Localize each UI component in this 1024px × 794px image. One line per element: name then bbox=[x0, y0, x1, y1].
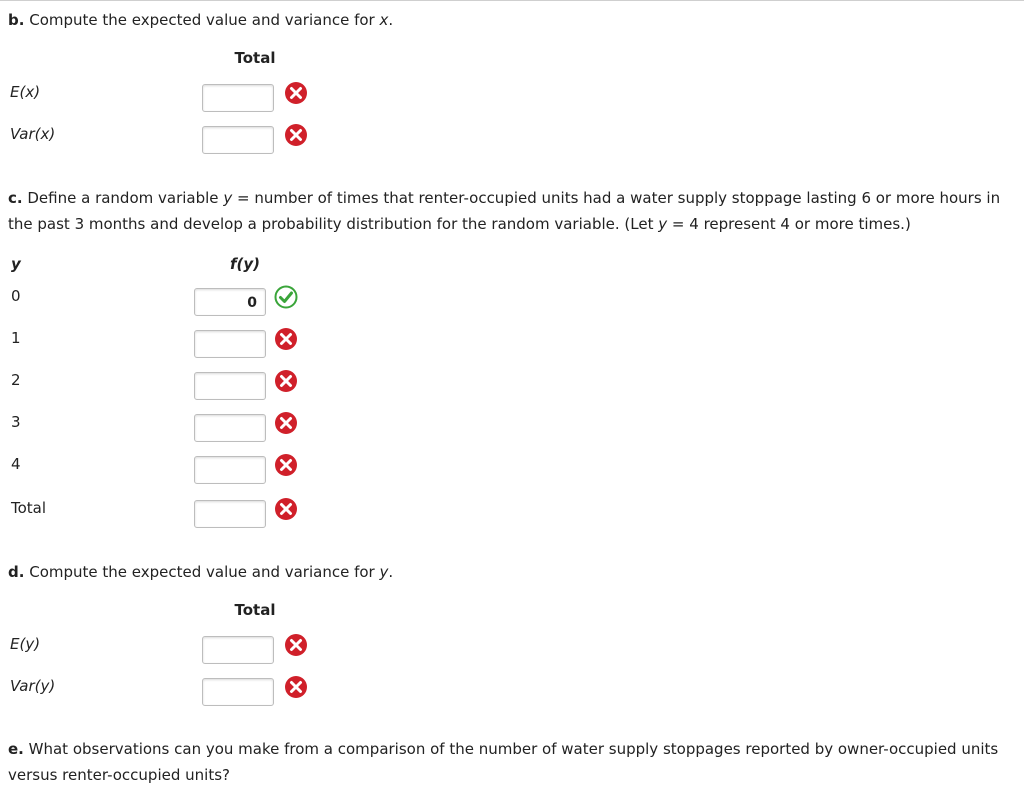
question-punct: . bbox=[388, 11, 394, 29]
question-letter: e. bbox=[8, 740, 24, 758]
question-letter: d. bbox=[8, 563, 25, 581]
x-circle-icon bbox=[284, 633, 308, 657]
top-divider bbox=[0, 0, 1024, 1]
row-label-ex: E(x) bbox=[10, 83, 41, 101]
ex-input[interactable] bbox=[202, 84, 274, 112]
x-circle-icon bbox=[274, 497, 298, 521]
question-text: = 4 represent 4 or more times.) bbox=[671, 215, 911, 233]
question-b bbox=[8, 7, 1018, 33]
column-header-y: y bbox=[11, 255, 21, 273]
question-letter: b. bbox=[8, 11, 25, 29]
question-letter: c. bbox=[8, 189, 23, 207]
column-header-total: Total bbox=[234, 49, 276, 67]
x-circle-icon bbox=[284, 123, 308, 147]
question-text: What observations can you make from a comparison of the number of water supply stoppages reported by owner-occupied units versus renter-occupied units? bbox=[8, 740, 999, 784]
question-c bbox=[8, 185, 1018, 237]
variable-y: y bbox=[379, 563, 389, 581]
question-punct: . bbox=[388, 563, 394, 581]
column-header-total: Total bbox=[234, 601, 276, 619]
row-label-y0: 0 bbox=[11, 287, 21, 305]
question-text: Compute the expected value and variance for bbox=[29, 563, 375, 581]
row-label-varx: Var(x) bbox=[10, 125, 56, 143]
variable-x: x bbox=[379, 11, 389, 29]
variable-y: y bbox=[223, 189, 233, 207]
variable-y: y bbox=[658, 215, 668, 233]
x-circle-icon bbox=[274, 453, 298, 477]
question-e bbox=[8, 736, 1018, 788]
x-circle-icon bbox=[274, 411, 298, 435]
check-circle-icon bbox=[274, 285, 298, 309]
question-text: Define a random variable bbox=[27, 189, 219, 207]
vary-input[interactable] bbox=[202, 678, 274, 706]
row-label-y3: 3 bbox=[11, 413, 21, 431]
varx-input[interactable] bbox=[202, 126, 274, 154]
question-text: Compute the expected value and variance for bbox=[29, 11, 375, 29]
row-label-y4: 4 bbox=[11, 455, 21, 473]
row-label-y2: 2 bbox=[11, 371, 21, 389]
column-header-fy: f(y) bbox=[229, 255, 260, 273]
x-circle-icon bbox=[284, 81, 308, 105]
question-text: = number of times that renter-occupied units had a water supply stoppage lasting 6 or more hours in the past 3 months and develop a probability distribution for the random variable. (Let bbox=[8, 189, 1001, 233]
ey-input[interactable] bbox=[202, 636, 274, 664]
row-label-vary: Var(y) bbox=[10, 677, 56, 695]
row-label-y1: 1 bbox=[11, 329, 21, 347]
x-circle-icon bbox=[274, 327, 298, 351]
fy1-input[interactable] bbox=[194, 330, 266, 358]
x-circle-icon bbox=[284, 675, 308, 699]
fy2-input[interactable] bbox=[194, 372, 266, 400]
question-d bbox=[8, 559, 1018, 585]
row-label-ey: E(y) bbox=[10, 635, 41, 653]
fy-total-input[interactable] bbox=[194, 500, 266, 528]
row-label-total: Total bbox=[11, 499, 47, 517]
x-circle-icon bbox=[274, 369, 298, 393]
fy4-input[interactable] bbox=[194, 456, 266, 484]
fy0-input[interactable]: 0 bbox=[194, 288, 266, 316]
fy3-input[interactable] bbox=[194, 414, 266, 442]
